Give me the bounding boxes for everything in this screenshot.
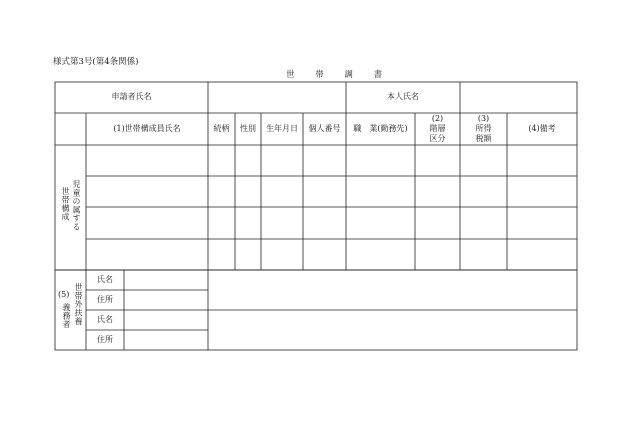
column-header-tax-line2: 所得 [475,124,492,133]
column-header-personal-number: 個人番号 [308,124,341,133]
person-name-label: 本人氏名 [387,92,419,101]
column-header-tier-line2: 階層 [429,124,446,133]
document-title: 世 帯 調 書 [286,70,392,80]
column-header-relation: 続柄 [213,124,230,133]
outside-label-line2: 世帯外扶養 [74,283,83,326]
column-header-tax-line3: 税額 [475,134,492,143]
outside-address-label-2: 住所 [97,335,113,344]
column-header-birthdate: 生年月日 [266,124,298,133]
column-header-sex: 性別 [240,124,256,133]
household-label-line1: 児童の属する [72,180,81,231]
column-header-remarks: (4)備考 [528,124,556,133]
column-header-tier-number: (2) [431,114,444,123]
column-header-tax-number: (3) [477,114,490,123]
outside-address-label-1: 住所 [97,295,113,304]
column-header-occupation: 職 業(勤務先) [353,124,408,133]
outside-name-label-2: 氏名 [97,315,113,324]
outside-name-label-1: 氏名 [97,275,113,284]
outside-label-number: (5) [58,290,70,299]
outside-label-line3: 義務者 [62,303,71,329]
household-label-line2: 世帯構成 [61,187,70,221]
column-header-member-name: (1)世帯構成員氏名 [113,124,181,133]
column-header-tier-line3: 区分 [429,134,446,143]
applicant-name-label: 申請者氏名 [111,92,152,101]
form-reference: 様式第3号(第4条関係) [53,57,139,67]
